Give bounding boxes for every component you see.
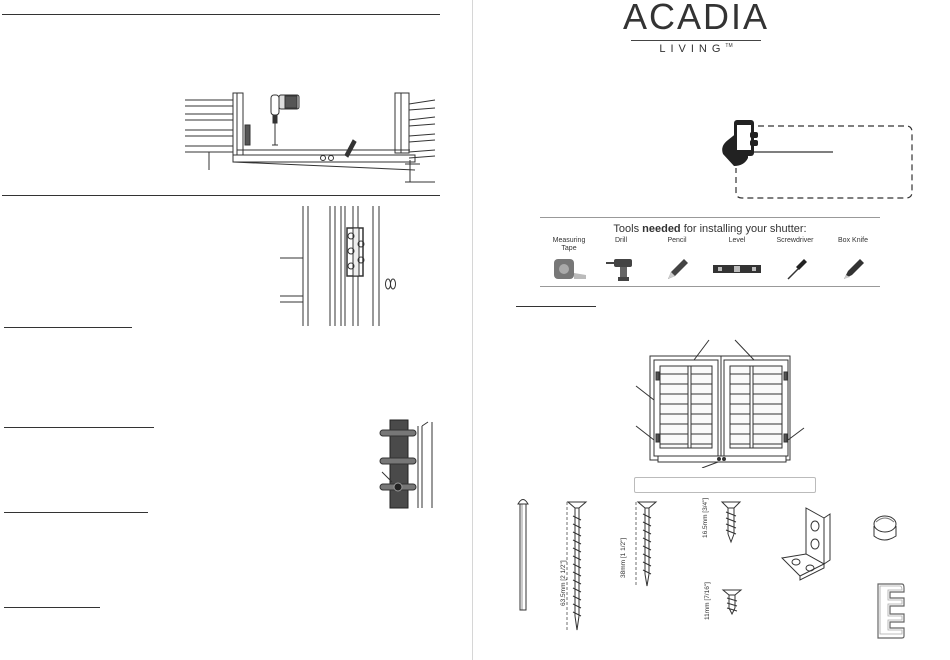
shutter-panel-icon	[632, 338, 814, 468]
long-screw-dim: 63.5mm [2 1/2"]	[560, 560, 567, 606]
drill-icon	[604, 257, 638, 281]
tool-label: Measuring Tape	[552, 237, 586, 252]
tool-screwdriver	[766, 233, 824, 245]
short-screw-icon	[718, 498, 744, 544]
l-bracket-icon	[780, 504, 844, 582]
medium-screw-dim: 38mm [1 1/2"]	[620, 537, 627, 578]
box-knife-icon	[842, 257, 866, 281]
measuring-tape-icon	[552, 257, 588, 281]
section-underline-1	[4, 327, 132, 328]
pin-rod-icon	[516, 496, 530, 614]
tiny-screw-icon	[720, 586, 744, 616]
medium-screw-icon	[634, 496, 658, 588]
hinge-icon	[275, 206, 405, 328]
short-screw-dim: 16.5mm [3/4"]	[702, 497, 709, 538]
section-underline-4	[4, 607, 100, 608]
page-divider	[472, 0, 473, 660]
hinge-pin-icon	[378, 418, 440, 510]
section-rule-top	[2, 14, 440, 15]
spacer-icon	[876, 582, 906, 640]
long-screw-icon	[566, 496, 588, 634]
tiny-screw-dim: 11mm [7/16"]	[704, 582, 711, 620]
tool-label: Pencil	[667, 237, 687, 244]
phone-hand-icon	[718, 118, 918, 204]
tool-pencil	[648, 233, 706, 245]
level-icon	[712, 263, 762, 275]
logo-rule	[631, 40, 761, 41]
tool-drill	[592, 233, 650, 245]
tool-label: Level	[728, 237, 746, 244]
pencil-icon	[666, 257, 690, 281]
brand-sub: LIVING™	[659, 43, 733, 55]
tool-label: Box Knife	[838, 237, 868, 244]
section-underline-right	[516, 306, 596, 307]
section-underline-3	[4, 512, 148, 513]
hardware-label-box	[634, 477, 816, 493]
bumper-icon	[870, 514, 900, 544]
tools-panel	[540, 217, 880, 287]
tool-label: Screwdriver	[776, 237, 814, 244]
screwdriver-icon	[786, 257, 808, 281]
tool-box-knife	[824, 233, 882, 245]
tool-label: Drill	[614, 237, 628, 244]
tool-level	[708, 233, 766, 245]
section-underline-2	[4, 427, 154, 428]
brand-name: ACADIA	[622, 0, 770, 37]
tool-measuring-tape	[540, 233, 598, 253]
section-rule-middle	[2, 195, 440, 196]
tools-title: Tools needed for installing your shutter:	[613, 223, 807, 235]
brand-logo	[600, 0, 792, 55]
drill-install-icon	[185, 90, 440, 186]
